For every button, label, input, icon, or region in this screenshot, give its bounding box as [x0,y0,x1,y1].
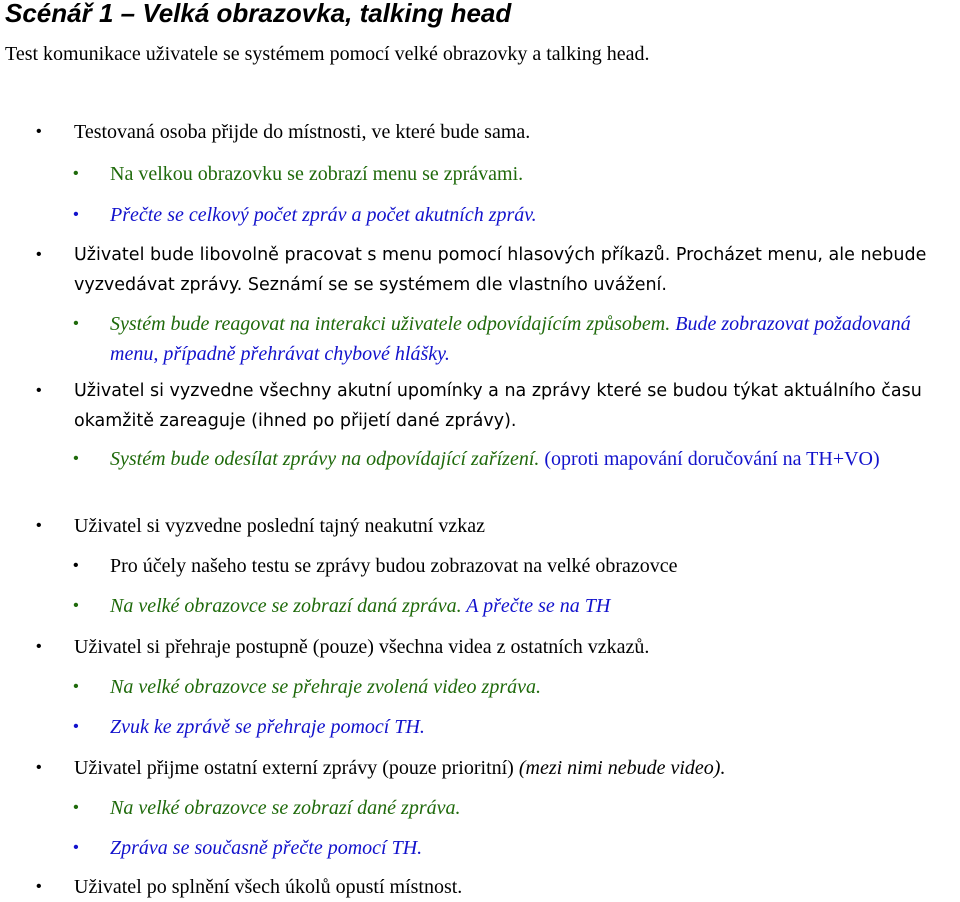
list-item-text: Na velké obrazovce se zobrazí daná zpráva. [110,595,462,617]
list-item-text: Přečte se celkový počet zpráv a počet akutních zpráv. [110,204,537,226]
list-item [73,551,955,581]
bullet-icon: • [73,678,79,695]
bullet-icon: • [73,315,79,332]
list-item-text: Uživatel bude libovolně pracovat s menu pomocí hlasových příkazů. Procházet menu, ale nebude vyzvedávat zprávy. Seznámí se se systémem dle vlastního uvážení. [74,245,927,295]
list-item-text-continuation: (mezi nimi nebude video). [518,757,726,779]
list-item-text: Na velké obrazovce se zobrazí dané zpráva. [110,797,461,819]
bullet-icon: • [73,799,79,816]
list-item [36,872,954,902]
bullet-icon: • [73,597,79,614]
list-item-text: Testovaná osoba přijde do místnosti, ve které bude sama. [74,121,531,143]
list-item-text: Uživatel po splnění všech úkolů opustí místnost. [74,876,463,898]
bullet-icon: • [36,382,42,399]
list-item [73,833,955,863]
list-item-text: Pro účely našeho testu se zprávy budou zobrazovat na velké obrazovce [110,555,678,577]
bullet-icon: • [36,517,42,534]
page-title: Scénář 1 – Velká obrazovka, talking head [5,0,512,28]
list-item-text-continuation: A přečte se na TH [461,595,611,617]
bullet-icon: • [73,557,79,574]
bullet-icon: • [36,759,42,776]
bullet-icon: • [73,839,79,856]
list-item-text: Zpráva se současně přečte pomocí TH. [110,837,423,859]
list-item [36,753,954,783]
bullet-icon: • [36,246,42,263]
list-item [73,591,955,621]
list-item-text: Zvuk ke zprávě se přehraje pomocí TH. [110,716,425,738]
list-item [36,376,954,436]
list-item [36,632,954,662]
list-item-text: Uživatel přijme ostatní externí zprávy (pouze prioritní) [74,757,519,779]
list-item [73,672,955,702]
list-item [73,712,955,742]
bullet-icon: • [73,450,79,467]
list-item [73,444,955,474]
list-item [73,200,955,230]
list-item [36,240,954,300]
list-item [36,511,954,541]
list-item-text: Systém bude reagovat na interakci uživatele odpovídajícím způsobem. [110,313,671,335]
bullet-icon: • [36,878,42,895]
list-item-text: Na velkou obrazovku se zobrazí menu se zprávami. [110,163,524,185]
list-item [36,117,954,147]
list-item-text: Uživatel si vyzvedne všechny akutní upomínky a na zprávy které se budou týkat aktuálního času okamžitě zareaguje (ihned po přijetí dané zprávy). [74,381,922,431]
bullet-icon: • [36,638,42,655]
list-item [73,159,955,189]
bullet-icon: • [36,123,42,140]
list-item-text: Systém bude odesílat zprávy na odpovídající zařízení. [110,448,540,470]
list-item-text-continuation: (oproti mapování doručování na TH+VO) [539,448,880,470]
page-subtitle: Test komunikace uživatele se systémem pomocí velké obrazovky a talking head. [5,43,650,65]
list-item-text: Uživatel si přehraje postupně (pouze) všechna videa z ostatních vzkazů. [74,636,650,658]
bullet-icon: • [73,165,79,182]
list-item-text: Uživatel si vyzvedne poslední tajný neakutní vzkaz [74,515,485,537]
bullet-icon: • [73,718,79,735]
bullet-icon: • [73,206,79,223]
list-item [73,309,955,369]
list-item [73,793,955,823]
list-item-text-continuation: Bude zobrazovat požadovaná menu, případně přehrávat chybové hlášky. [110,313,911,365]
list-item-text: Na velké obrazovce se přehraje zvolená video zpráva. [110,676,541,698]
